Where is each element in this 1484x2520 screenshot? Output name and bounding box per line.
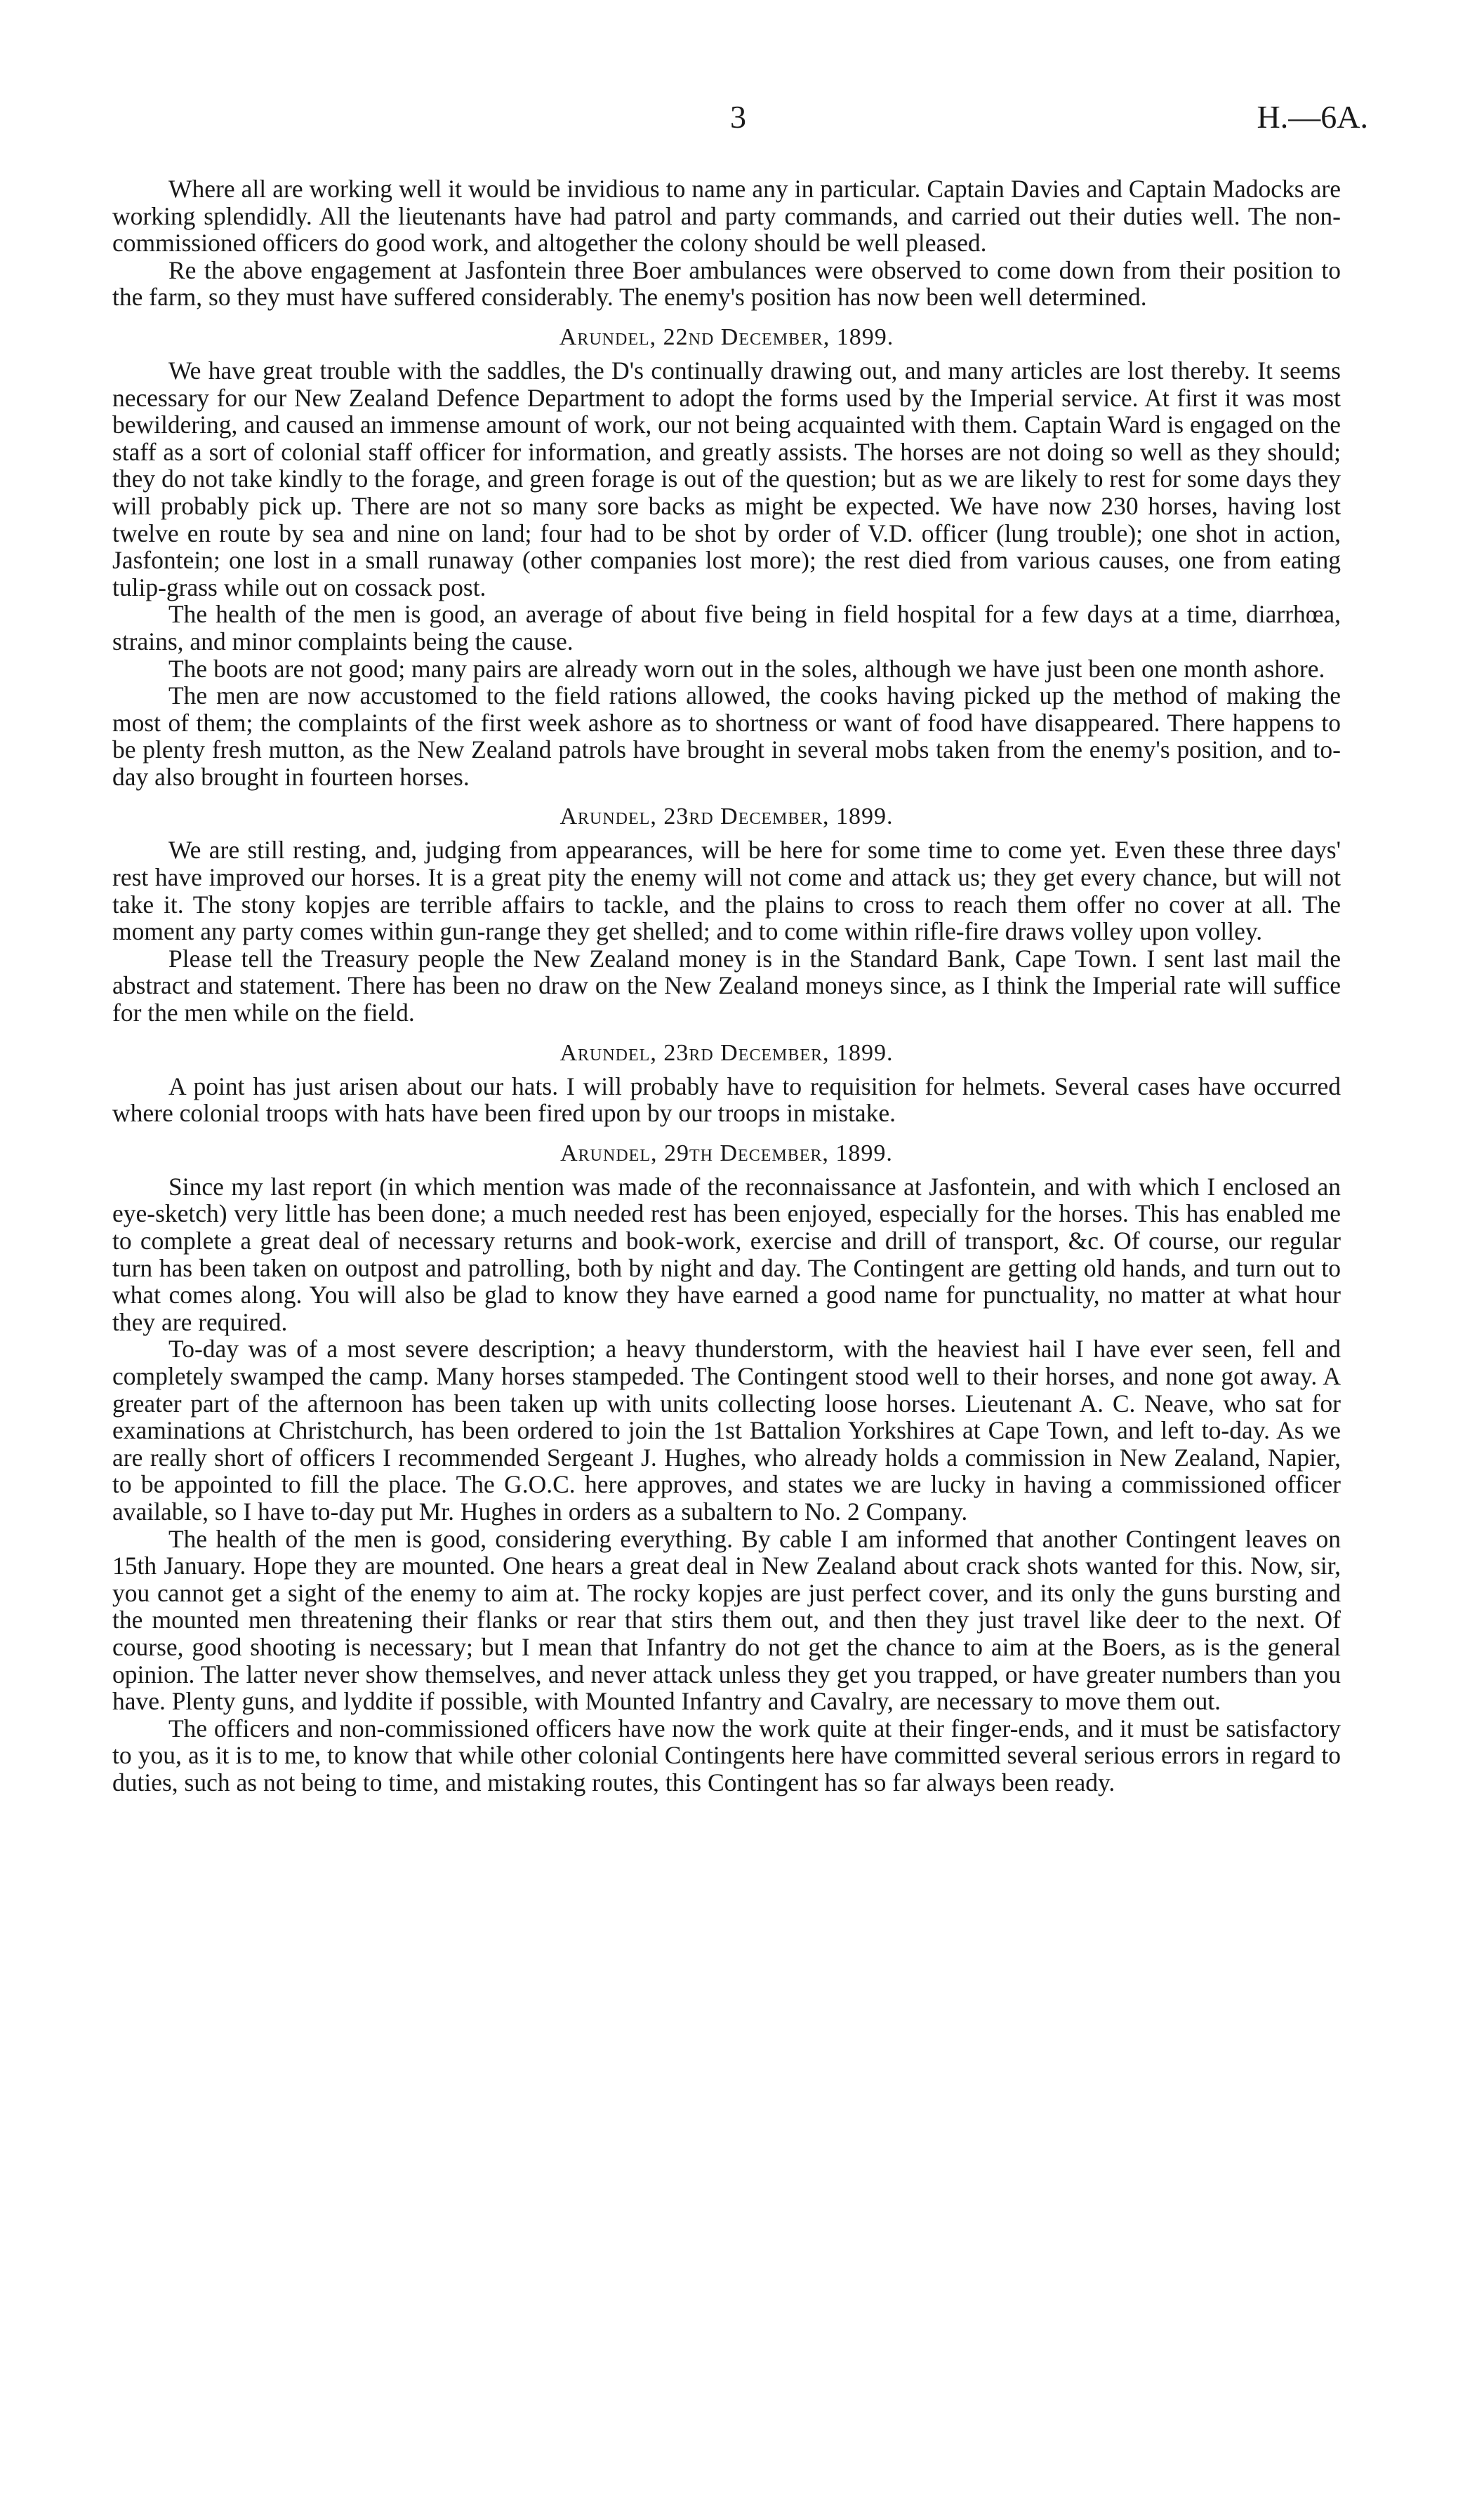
paragraph: We have great trouble with the saddles, the D's continually drawing out, and many articles are lost thereby. It seems necessary for our New Zealand Defence Department to adopt the forms used by the Imperial service. At first it was most bewildering, and caused an immense amount of work, our not being acquainted with them. Captain Ward is engaged on the staff as a sort of colonial staff officer for information, and greatly assists. The horses are not doing so well as they should; they do not take kindly to the forage, and green forage is out of the question; but as we are likely to rest for some days they will probably pick up. There are not so many sore backs as might be expected. We have now 230 horses, having lost twelve en route by sea and nine on land; four had to be shot by order of V.D. officer (lung trouble); one shot in action, Jasfontein; one lost in a small runaway (other companies lost more); the rest died from various causes, one from eating tulip-grass while out on cossack post. <box>112 356 1341 601</box>
paragraph: Please tell the Treasury people the New Zealand money is in the Standard Bank, Cape Town. I sent last mail the abstract and statement. There has been no draw on the New Zealand moneys since, as I think the Imperial rate will suffice for the men while on the field. <box>112 944 1341 1027</box>
section-dec-23-b <box>112 1039 1341 1127</box>
paragraph: To-day was of a most severe description; a heavy thunderstorm, with the heaviest hail I have ever seen, fell and completely swamped the camp. Many horses stampeded. The Contingent stood well to their horses, and none got away. A greater part of the afternoon has been taken up with units collecting loose horses. Lieutenant A. C. Neave, who sat for examinations at Christchurch, has been ordered to join the 1st Battalion Yorkshires at Cape Town, and left to-day. As we are really short of officers I recommended Sergeant J. Hughes, who already holds a commission in New Zealand, Napier, to be appointed to fill the place. The G.O.C. here approves, and states we are lucky in having a commissioned officer available, so I have to-day put Mr. Hughes in orders as a subaltern to No. 2 Company. <box>112 1335 1341 1526</box>
paragraph: Since my last report (in which mention was made of the reconnaissance at Jasfontein, and with which I enclosed an eye-sketch) very little has been done; a much needed rest has been enjoyed, especially for the horses. This has enabled me to complete a great deal of necessary returns and book-work, exercise and drill of transport, &c. Of course, our regular turn has been taken on outpost and patrolling, both by night and day. The Contingent are getting old hands, and turn out to what comes along. You will also be glad to know they have earned a good name for punctuality, no matter at what hour they are required. <box>112 1172 1341 1336</box>
paragraph: We are still resting, and, judging from appearances, will be here for some time to come yet. Even these three days' rest have improved our horses. It is a great pity the enemy will not come and attack us; they get every chance, but will not take it. The stony kopjes are terrible affairs to tackle, and the plains to cross to reach them offer no cover at all. The moment any party comes within gun-range they get shelled; and to come within rifle-fire draws volley upon volley. <box>112 836 1341 946</box>
page-number: 3 <box>730 99 746 135</box>
paragraph: A point has just arisen about our hats. I will probably have to requisition for helmets. Several cases have occurred where colonial troops with hats have been fired upon by our troops in mistake. <box>112 1072 1341 1128</box>
document-reference: H.—6A. <box>1257 99 1368 135</box>
paragraph: The men are now accustomed to the field rations allowed, the cooks having picked up the method of making the most of them; the complaints of the first week ashore as to shortness or want of food have disappeared. There happens to be plenty fresh mutton, as the New Zealand patrols have brought in several mobs taken from the enemy's position, and to-day also brought in fourteen horses. <box>112 681 1341 791</box>
paragraph: The health of the men is good, an average of about five being in field hospital for a few days at a time, diarrhœa, strains, and minor complaints being the cause. <box>112 600 1341 655</box>
section-heading: Arundel, 23rd December, 1899. <box>559 1039 894 1066</box>
section-dec-23-a <box>112 803 1341 1026</box>
paragraph: Where all are working well it would be invidious to name any in particular. Captain Davies and Captain Madocks are working splendidly. All the lieutenants have had patrol and party commands, and carried out their duties well. The non-commissioned officers do good work, and altogether the colony should be well pleased. <box>112 175 1341 258</box>
section-opening <box>112 175 1341 311</box>
section-dec-29 <box>112 1140 1341 1796</box>
section-heading: Arundel, 23rd December, 1899. <box>559 804 894 830</box>
paragraph: Re the above engagement at Jasfontein three Boer ambulances were observed to come down from their position to the farm, so they must have suffered considerably. The enemy's position has now been well determined. <box>112 255 1341 312</box>
document-body <box>112 175 1341 1796</box>
section-heading: Arundel, 22nd December, 1899. <box>559 324 894 350</box>
section-heading: Arundel, 29th December, 1899. <box>560 1140 893 1166</box>
paragraph: The officers and non-commissioned officers have now the work quite at their finger-ends, and it must be satisfactory to you, as it is to me, to know that while other colonial Contingents here have committed several serious errors in regard to duties, such as not being to time, and mistaking routes, this Contingent has so far always been ready. <box>112 1714 1341 1796</box>
section-dec-22 <box>112 324 1341 791</box>
paragraph: The health of the men is good, considering everything. By cable I am informed that another Contingent leaves on 15th January. Hope they are mounted. One hears a great deal in New Zealand about crack shots wanted for this. Now, sir, you cannot get a sight of the enemy to aim at. The rocky kopjes are just perfect cover, and its only the guns bursting and the mounted men threatening their flanks or rear that stirs them out, and then they just travel like deer to the next. Of course, good shooting is necessary; but I mean that Infantry do not get the chance to aim at the Boers, as is the general opinion. The latter never show themselves, and never attack unless they get you trapped, or have greater numbers than you have. Plenty guns, and lyddite if possible, with Mounted Infantry and Cavalry, are necessary to move them out. <box>112 1524 1341 1716</box>
paragraph: The boots are not good; many pairs are already worn out in the soles, although we have just been one month ashore. <box>168 654 1325 683</box>
